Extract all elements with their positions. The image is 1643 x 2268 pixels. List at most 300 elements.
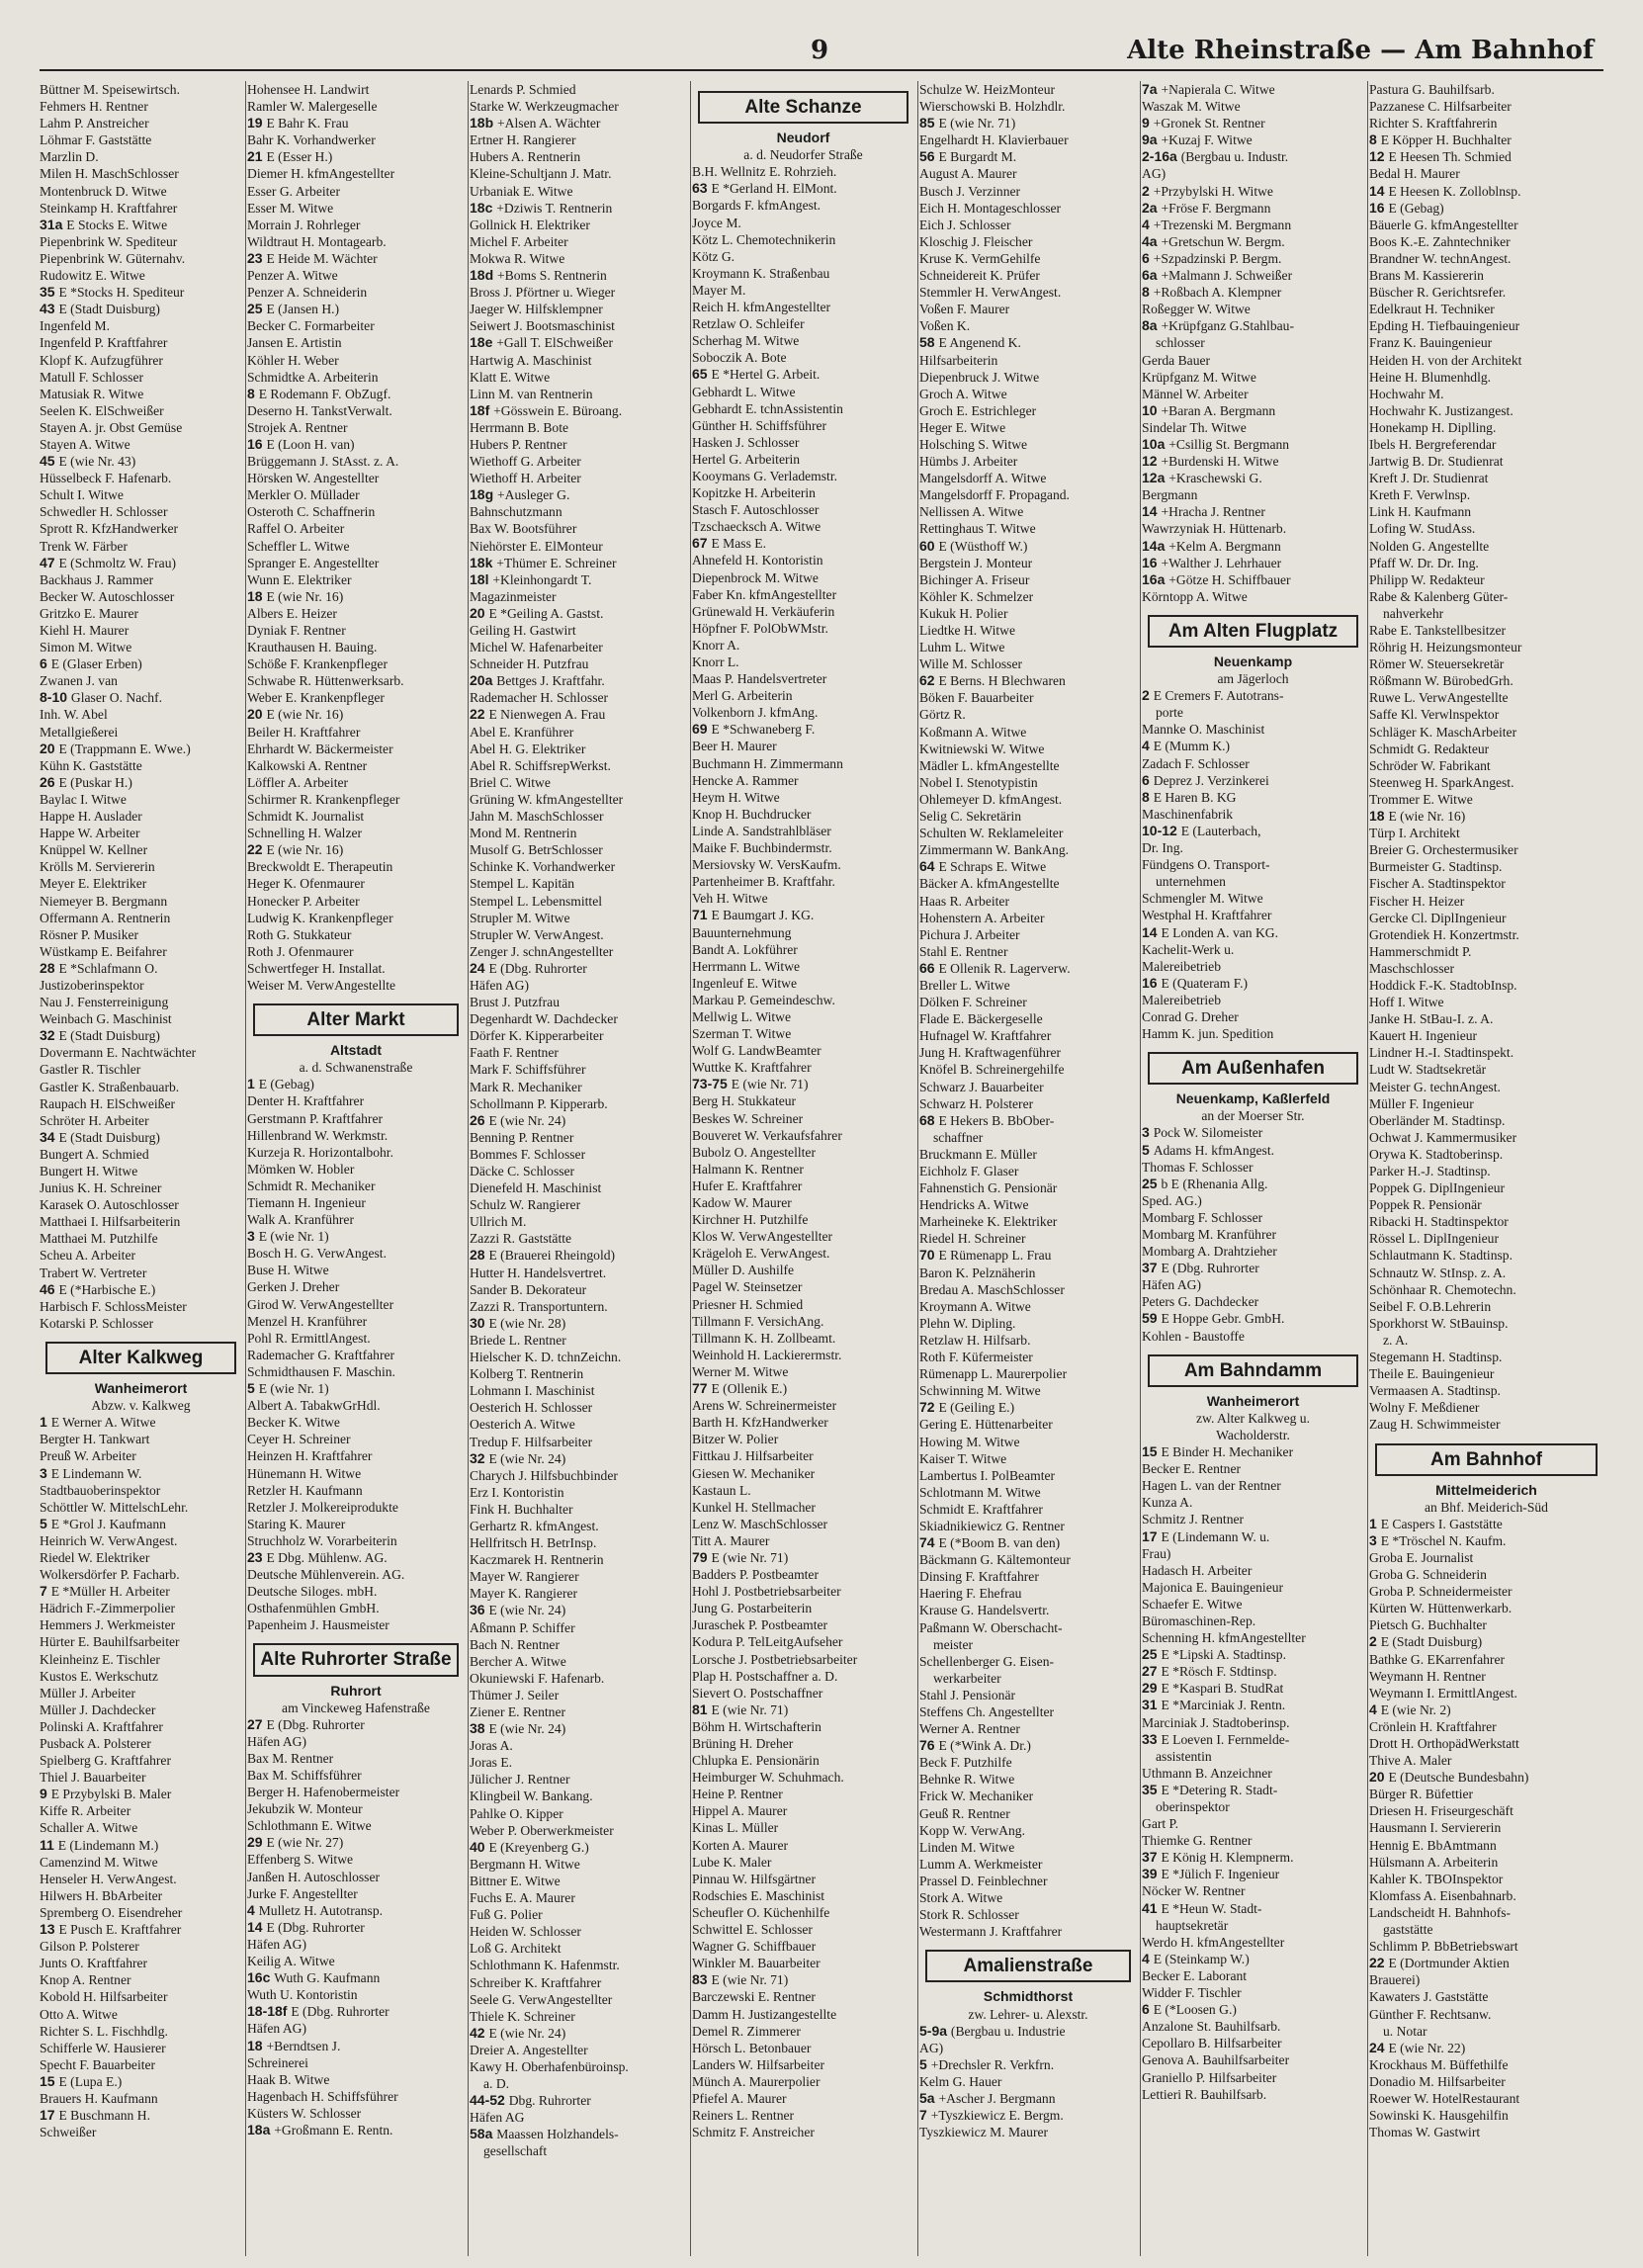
directory-entry: unternehmen — [1156, 874, 1226, 890]
street-heading: Am Bahndamm — [1148, 1354, 1358, 1387]
directory-entry: Osteroth C. Schaffnerin — [247, 504, 376, 520]
directory-entry: 28 E *Schlafmann O. — [40, 959, 158, 976]
house-number: 14 — [247, 1918, 267, 1935]
district-heading: Ruhrort — [330, 1682, 382, 1699]
directory-entry: 4 Mulletz H. Autotransp. — [247, 1901, 384, 1918]
directory-entry: 3 E Lindemann W. — [40, 1464, 142, 1481]
directory-entry: Hümbs J. Arbeiter — [919, 454, 1018, 470]
directory-entry: Anzalone St. Bauhilfsarb. — [1142, 2019, 1281, 2035]
directory-entry: Knorr L. — [692, 654, 739, 669]
directory-entry: Frick W. Mechaniker — [919, 1788, 1034, 1804]
directory-entry: Soboczik A. Bote — [692, 350, 787, 366]
directory-entry: Herrmann L. Witwe — [692, 958, 801, 974]
location-note: an der Moerser Str. — [1201, 1108, 1305, 1124]
directory-entry: Seelen K. ElSchweißer — [40, 402, 164, 418]
directory-entry: Marciniak J. Stadtoberinsp. — [1142, 1714, 1290, 1730]
directory-entry: Effenberg S. Witwe — [247, 1852, 354, 1868]
directory-entry: Esser G. Arbeiter — [247, 183, 340, 199]
directory-entry: Keilig A. Witwe — [247, 1954, 335, 1969]
house-number: 3 — [40, 1464, 51, 1481]
directory-entry: 8 +Roßbach A. Klempner — [1142, 284, 1282, 301]
directory-entry: Krauthausen H. Bauing. — [247, 640, 378, 655]
directory-entry: Thiemke G. Rentner — [1142, 1833, 1253, 1849]
directory-entry: 35 E *Detering R. Stadt- — [1142, 1781, 1278, 1797]
directory-entry: Breckwoldt E. Therapeutin — [247, 859, 393, 875]
directory-entry: Kawy H. Oberhafenbüroinsp. — [470, 2058, 629, 2074]
directory-entry: Loß G. Architekt — [470, 1941, 562, 1957]
directory-entry: Kelm G. Hauer — [919, 2073, 1002, 2089]
directory-entry: Türp I. Architekt — [1369, 826, 1460, 841]
directory-entry: Wunn E. Elektriker — [247, 571, 352, 587]
directory-entry: 20 E (Deutsche Bundesbahn) — [1369, 1769, 1529, 1786]
directory-entry: Metallgießerei — [40, 724, 119, 740]
directory-entry: Bathke G. EKarrenfahrer — [1369, 1651, 1505, 1667]
directory-entry: 45 E (wie Nr. 43) — [40, 453, 136, 470]
directory-entry: Zaug H. Schwimmeister — [1369, 1417, 1501, 1433]
directory-entry: Denter H. Kraftfahrer — [247, 1093, 365, 1109]
directory-entry: Bürger R. Büfettier — [1369, 1787, 1474, 1802]
directory-entry: Backhaus J. Rammer — [40, 571, 154, 587]
house-number: 76 — [919, 1737, 939, 1754]
directory-entry: Knöfel B. Schreinergehilfe — [919, 1062, 1065, 1078]
house-number: 16 — [1142, 974, 1162, 991]
directory-entry: Hertel G. Arbeiterin — [692, 451, 801, 467]
directory-entry: Tillmann K. H. Zollbeamt. — [692, 1330, 836, 1346]
house-number: 77 — [692, 1380, 712, 1397]
directory-entry: 21 E (Esser H.) — [247, 148, 333, 165]
house-number: 69 — [692, 721, 712, 738]
directory-entry: Karasek O. Autoschlosser — [40, 1197, 179, 1213]
directory-entry: Tiemann H. Ingenieur — [247, 1195, 366, 1210]
location-note: Abzw. v. Kalkweg — [91, 1398, 191, 1414]
directory-entry: Honekamp H. Diplling. — [1369, 419, 1497, 435]
directory-entry: Büromaschinen-Rep. — [1142, 1613, 1256, 1628]
directory-entry: Penzer A. Schneiderin — [247, 285, 368, 301]
directory-entry: Mombarg A. Drahtzieher — [1142, 1244, 1277, 1260]
directory-entry: Heinrich W. VerwAngest. — [40, 1532, 178, 1548]
directory-entry: Stahl J. Pensionär — [919, 1687, 1016, 1702]
directory-entry: Müller J. Arbeiter — [40, 1685, 136, 1701]
directory-entry: Klingbeil W. Bankang. — [470, 1788, 593, 1804]
directory-entry: 83 E (wie Nr. 71) — [692, 1971, 789, 1988]
directory-entry: Groba G. Schneiderin — [1369, 1567, 1487, 1583]
directory-entry: 29 E *Kaspari B. StudRat — [1142, 1680, 1284, 1697]
house-number: 18c — [470, 199, 497, 216]
directory-entry: Strupler W. VerwAngest. — [470, 926, 604, 942]
directory-entry: Scheu A. Arbeiter — [40, 1248, 136, 1264]
directory-entry: Ruwe L. VerwAngestellte — [1369, 690, 1509, 706]
directory-entry: Lorsche J. Postbetriebsarbeiter — [692, 1651, 858, 1667]
directory-entry: Groba P. Schneidermeister — [1369, 1584, 1513, 1600]
directory-entry: Wierschowski B. Holzhdlr. — [919, 99, 1066, 115]
directory-entry: Demel R. Zimmerer — [692, 2023, 801, 2039]
directory-entry: Groch E. Estrichleger — [919, 402, 1037, 418]
directory-entry: Mayer W. Rangierer — [470, 1569, 579, 1585]
directory-entry: nahverkehr — [1383, 605, 1444, 621]
house-number: 4 — [1142, 1950, 1154, 1966]
directory-entry: 68 E Hekers B. BbOber- — [919, 1111, 1055, 1128]
directory-entry: Ludwig K. Krankenpfleger — [247, 910, 393, 925]
house-number: 4 — [1142, 738, 1154, 754]
directory-entry: 26 E (wie Nr. 24) — [470, 1111, 566, 1128]
directory-entry: 6 E (*Loosen G.) — [1142, 2001, 1237, 2018]
directory-entry: Bauunternehmung — [692, 924, 792, 940]
directory-entry: Hutter H. Handelsvertret. — [470, 1265, 607, 1280]
directory-entry: Kopitzke H. Arbeiterin — [692, 485, 816, 501]
directory-entry: Lube K. Maler — [692, 1854, 772, 1870]
directory-entry: Schmitz J. Rentner — [1142, 1512, 1245, 1527]
directory-entry: Trenk W. Färber — [40, 538, 128, 554]
location-note: zw. Alter Kalkweg u. — [1195, 1410, 1310, 1426]
directory-entry: Raupach H. ElSchweißer — [40, 1095, 176, 1111]
directory-entry: 17 E Buschmann H. — [40, 2107, 150, 2124]
directory-entry: 64 E Schraps E. Witwe — [919, 858, 1047, 875]
directory-entry: 4 E (wie Nr. 2) — [1369, 1701, 1451, 1717]
house-number: 5 — [919, 2055, 931, 2072]
house-number: 72 — [919, 1399, 939, 1416]
directory-entry: 66 E Ollenik R. Lagerverw. — [919, 959, 1071, 976]
directory-entry: Schröter H. Arbeiter — [40, 1112, 149, 1128]
house-number: 6 — [1142, 249, 1154, 266]
directory-entry: Kachelit-Werk u. — [1142, 941, 1235, 957]
directory-entry: 17 E (Lindemann W. u. — [1142, 1527, 1270, 1544]
directory-entry: 33 E Loeven I. Fernmelde- — [1142, 1730, 1290, 1747]
directory-entry: 10a +Csillig St. Bergmann — [1142, 435, 1290, 452]
directory-entry: 44-52 Dbg. Ruhrorter — [470, 2092, 591, 2109]
directory-entry: Günther H. Schiffsführer — [692, 417, 827, 433]
directory-entry: Orywa K. Stadtoberinsp. — [1369, 1146, 1504, 1162]
directory-entry: 20 E (wie Nr. 16) — [247, 706, 344, 723]
directory-entry: 16 E (Gebag) — [1369, 199, 1444, 216]
directory-entry: Krüpfganz M. Witwe — [1142, 369, 1256, 385]
page-number: 9 — [811, 36, 829, 65]
house-number: 16c — [247, 1969, 275, 1986]
directory-entry: Scherhag M. Witwe — [692, 333, 800, 349]
district-heading: Neudorf — [776, 130, 830, 146]
directory-entry: 18-18f E (Dbg. Ruhrorter — [247, 2003, 389, 2020]
directory-entry: Hoddick F.-K. StadtobInsp. — [1369, 977, 1517, 993]
directory-entry: Szerman T. Witwe — [692, 1026, 792, 1042]
directory-entry: 2a +Fröse F. Bergmann — [1142, 199, 1271, 216]
directory-entry: Girod W. VerwAngestellter — [247, 1296, 394, 1312]
house-number: 13 — [40, 1921, 59, 1938]
directory-entry: Jung H. Kraftwagenführer — [919, 1045, 1062, 1061]
directory-entry: Sporkhorst W. StBauinsp. — [1369, 1315, 1509, 1331]
street-heading: Amalienstraße — [925, 1950, 1131, 1982]
directory-entry: 4a +Gretschun W. Bergm. — [1142, 232, 1285, 249]
directory-entry: 27 E *Rösch F. Stdtinsp. — [1142, 1663, 1277, 1680]
directory-entry: 65 E *Hertel G. Arbeit. — [692, 366, 821, 383]
directory-entry: Kustos E. Werkschutz — [40, 1668, 158, 1684]
directory-entry: Mangelsdorff F. Propagand. — [919, 487, 1070, 503]
directory-entry: Wawrzyniak H. Hüttenarb. — [1142, 521, 1287, 537]
directory-entry: Schmidt G. Redakteur — [1369, 741, 1490, 756]
directory-entry: Mädler L. kfmAngestellte — [919, 757, 1060, 773]
directory-entry: Westphal H. Kraftfahrer — [1142, 908, 1272, 923]
directory-entry: Retzlaw H. Hilfsarb. — [919, 1332, 1031, 1348]
directory-entry: 60 E (Wüsthoff W.) — [919, 537, 1028, 554]
directory-entry: Weymann H. Rentner — [1369, 1668, 1486, 1684]
house-number: 70 — [919, 1247, 939, 1264]
directory-entry: Mömken W. Hobler — [247, 1161, 355, 1177]
location-note: am Vinckeweg Hafenstraße — [282, 1700, 430, 1715]
directory-entry: 1 E Caspers I. Gaststätte — [1369, 1515, 1503, 1531]
house-number: 40 — [470, 1838, 489, 1855]
directory-entry: Ehrhardt W. Bäckermeister — [247, 741, 393, 756]
directory-entry: Lofing W. StudAss. — [1369, 521, 1476, 537]
directory-entry: Esser M. Witwe — [247, 200, 334, 216]
directory-entry: Deutsche Mühlenverein. AG. — [247, 1567, 405, 1583]
directory-entry: Hausmann I. Serviererin — [1369, 1820, 1502, 1836]
directory-entry: Uthmann B. Anzeichner — [1142, 1765, 1272, 1781]
directory-entry: Hochwahr K. Justizangest. — [1369, 402, 1513, 418]
house-number: 74 — [919, 1534, 939, 1551]
directory-entry: Schmidt E. Kraftfahrer — [919, 1501, 1043, 1517]
house-number: 85 — [919, 115, 939, 131]
directory-entry: Schellenberger G. Eisen- — [919, 1653, 1055, 1669]
directory-entry: Charych J. Hilfsbuchbinder — [470, 1467, 618, 1483]
directory-entry: Bergstein J. Monteur — [919, 555, 1033, 570]
directory-entry: Poppek R. Pensionär — [1369, 1197, 1482, 1213]
directory-entry: Matull F. Schlosser — [40, 369, 144, 385]
street-heading: Am Alten Flugplatz — [1148, 615, 1358, 648]
directory-entry: Crönlein H. Kraftfahrer — [1369, 1718, 1497, 1734]
directory-entry: Damm H. Justizangestellte — [692, 2006, 837, 2022]
directory-entry: Tredup F. Hilfsarbeiter — [470, 1434, 593, 1449]
directory-entry: Lindner H.-I. Stadtinspekt. — [1369, 1045, 1514, 1061]
directory-entry: Mond M. Rentnerin — [470, 826, 577, 841]
directory-entry: 59 E Hoppe Gebr. GmbH. — [1142, 1310, 1285, 1327]
directory-entry: 18f +Gösswein E. Büroang. — [470, 401, 623, 418]
directory-entry: 5 E (wie Nr. 1) — [247, 1380, 329, 1397]
directory-entry: Polinski A. Kraftfahrer — [40, 1718, 163, 1734]
directory-entry: Kroymann A. Witwe — [919, 1298, 1031, 1314]
directory-entry: Grotendiek H. Konzertmstr. — [1369, 926, 1519, 942]
directory-entry: Geuß R. Rentner — [919, 1805, 1010, 1821]
house-number: 35 — [40, 284, 59, 301]
directory-entry: 24 E (wie Nr. 22) — [1369, 2039, 1466, 2055]
directory-entry: 16 +Walther J. Lehrhauer — [1142, 554, 1282, 570]
house-number: 56 — [919, 148, 939, 165]
directory-entry: Gebhardt L. Witwe — [692, 384, 796, 399]
directory-entry: 15 E (Lupa E.) — [40, 2072, 123, 2089]
house-number: 17 — [40, 2107, 59, 2124]
directory-entry: 18e +Gall T. ElSchweißer — [470, 334, 614, 351]
directory-entry: Heine P. Rentner — [692, 1787, 783, 1802]
directory-entry: Franz K. Bauingenieur — [1369, 335, 1493, 351]
directory-entry: Bitzer W. Polier — [692, 1432, 779, 1447]
directory-entry: Wolny F. Meßdiener — [1369, 1400, 1480, 1416]
house-number: 23 — [247, 249, 267, 266]
directory-entry: Schwinning M. Witwe — [919, 1383, 1041, 1399]
directory-entry: Gebhardt E. tchnAssistentin — [692, 400, 843, 416]
directory-entry: 8a +Krüpfganz G.Stahlbau- — [1142, 317, 1294, 334]
directory-entry: 76 E (*Wink A. Dr.) — [919, 1737, 1031, 1754]
directory-entry: Abel H. G. Elektriker — [470, 741, 586, 756]
directory-entry: Kruse K. VermGehilfe — [919, 250, 1041, 266]
directory-entry: Werdo H. kfmAngestellter — [1142, 1934, 1285, 1950]
house-number: 20a — [470, 672, 497, 689]
district-heading: Schmidthorst — [983, 1988, 1074, 2005]
directory-entry: Schmidt K. Journalist — [247, 809, 365, 825]
directory-entry: 32 E (wie Nr. 24) — [470, 1449, 566, 1466]
column-1 — [40, 81, 242, 2256]
house-number: 20 — [1369, 1769, 1389, 1786]
house-number: 18k — [470, 554, 497, 570]
directory-entry: Luhm L. Witwe — [919, 640, 1005, 655]
house-number: 32 — [470, 1449, 489, 1466]
directory-entry: 31a E Stocks E. Witwe — [40, 216, 168, 232]
directory-entry: Gart P. — [1142, 1816, 1179, 1832]
directory-entry: Häfen AG — [470, 2110, 525, 2126]
directory-entry: Giesen W. Mechaniker — [692, 1465, 816, 1481]
directory-entry: Plap H. Postschaffner a. D. — [692, 1668, 838, 1684]
directory-entry: Bross J. Pförtner u. Wieger — [470, 285, 616, 301]
directory-entry: Ullrich M. — [470, 1214, 527, 1230]
directory-entry: Jurke F. Angestellter — [247, 1885, 358, 1901]
directory-entry: Becker E. Rentner — [1142, 1461, 1242, 1477]
directory-entry: 8 E Köpper H. Buchhalter — [1369, 131, 1512, 148]
directory-entry: 28 E (Brauerei Rheingold) — [470, 1247, 616, 1264]
directory-entry: Pichura J. Arbeiter — [919, 926, 1020, 942]
directory-entry: 8 E Rodemann F. ObZugf. — [247, 385, 391, 401]
directory-entry: Berger H. Hafenobermeister — [247, 1785, 400, 1800]
directory-entry: Raffel O. Arbeiter — [247, 521, 345, 537]
house-number: 15 — [1142, 1443, 1162, 1460]
directory-entry: Roth G. Stukkateur — [247, 926, 352, 942]
directory-entry: Diemer H. kfmAngestellter — [247, 166, 395, 182]
directory-entry: Abel R. SchiffsrepWerkst. — [470, 757, 611, 773]
directory-entry: Klatt E. Witwe — [470, 369, 551, 385]
directory-entry: Rabe E. Tankstellbesitzer — [1369, 623, 1507, 638]
directory-entry: Frau) — [1142, 1545, 1171, 1561]
directory-entry: Krause G. Handelsvertr. — [919, 1603, 1050, 1618]
directory-entry: Becker E. Laborant — [1142, 1967, 1248, 1983]
directory-entry: Stemmler H. VerwAngest. — [919, 285, 1062, 301]
directory-entry: Veh H. Witwe — [692, 891, 768, 907]
street-heading: Alte Schanze — [698, 91, 908, 124]
directory-entry: Kauert H. Ingenieur — [1369, 1028, 1478, 1044]
house-number: 5a — [919, 2089, 939, 2106]
house-number: 8 — [247, 385, 259, 401]
house-number: 43 — [40, 301, 59, 317]
directory-entry: 2-16a (Bergbau u. Industr. — [1142, 148, 1289, 165]
column-divider — [245, 81, 246, 2256]
directory-entry: Roth F. Küfermeister — [919, 1350, 1033, 1365]
directory-entry: Landers W. Hilfsarbeiter — [692, 2056, 825, 2072]
district-heading: Mittelmeiderich — [1435, 1481, 1537, 1498]
directory-entry: 22 E Nienwegen A. Frau — [470, 706, 606, 723]
directory-entry: Mellwig L. Witwe — [692, 1008, 792, 1024]
directory-entry: Ochwat J. Kammermusiker — [1369, 1129, 1517, 1145]
house-number: 18l — [470, 570, 493, 587]
house-number: 7a — [1142, 81, 1162, 97]
directory-entry: Roßegger W. Witwe — [1142, 302, 1251, 317]
directory-entry: Geiling H. Gastwirt — [470, 623, 576, 638]
house-number: 4a — [1142, 232, 1162, 249]
house-number: 65 — [692, 366, 712, 383]
directory-entry: Wolf G. LandwBeamter — [692, 1043, 822, 1059]
house-number: 10a — [1142, 435, 1169, 452]
directory-entry: Hagenbach H. Schiffsführer — [247, 2088, 398, 2104]
directory-entry: Berg H. Stukkateur — [692, 1093, 797, 1109]
directory-entry: Schöße F. Krankenpfleger — [247, 656, 388, 672]
directory-entry: 20 E (Trappmann E. Wwe.) — [40, 740, 191, 756]
directory-entry: 79 E (wie Nr. 71) — [692, 1548, 789, 1565]
directory-entry: Weymann I. ErmittlAngest. — [1369, 1685, 1517, 1701]
house-number: 6 — [1142, 771, 1154, 788]
directory-entry: Strojek A. Rentner — [247, 419, 348, 435]
house-number: 15 — [40, 2072, 59, 2089]
directory-entry: 9 E Przybylski B. Maler — [40, 1786, 172, 1802]
directory-entry: Fuß G. Polier — [470, 1907, 543, 1923]
directory-entry: 25 E (Jansen H.) — [247, 301, 340, 317]
directory-entry: Gerhartz R. kfmAngest. — [470, 1518, 599, 1533]
directory-entry: Volkenborn J. kfmAng. — [692, 705, 819, 721]
house-number: 7 — [919, 2107, 931, 2124]
directory-entry: Mersiovsky W. VersKaufm. — [692, 857, 841, 873]
directory-entry: Camenzind M. Witwe — [40, 1854, 158, 1870]
house-number: 18-18f — [247, 2003, 292, 2020]
directory-entry: 25 b E (Rhenania Allg. — [1142, 1175, 1268, 1191]
directory-entry: Schnautz W. StInsp. z. A. — [1369, 1265, 1507, 1280]
directory-entry: Lumm A. Werkmeister — [919, 1856, 1043, 1872]
directory-entry: Conrad G. Dreher — [1142, 1008, 1239, 1024]
directory-entry: 16 E (Quateram F.) — [1142, 974, 1249, 991]
directory-entry: Mark R. Mechaniker — [470, 1079, 582, 1094]
directory-entry: Hürter E. Bauhilfsarbeiter — [40, 1634, 180, 1650]
directory-entry: 23 E Dbg. Mühlenw. AG. — [247, 1548, 388, 1565]
directory-entry: Görtz R. — [919, 707, 966, 723]
directory-entry: Reich H. kfmAngestellter — [692, 300, 831, 315]
directory-entry: Barczewski E. Rentner — [692, 1989, 816, 2005]
directory-entry: Kotarski P. Schlosser — [40, 1315, 154, 1331]
directory-entry: Kinas L. Müller — [692, 1820, 779, 1836]
directory-entry: Kalkowski A. Rentner — [247, 757, 368, 773]
directory-entry: Schifferle W. Hausierer — [40, 2040, 166, 2055]
directory-entry: Deutsche Siloges. mbH. — [247, 1584, 378, 1600]
street-heading: Alter Kalkweg — [45, 1342, 236, 1374]
directory-entry: Rudowitz E. Witwe — [40, 268, 145, 284]
directory-entry: 81 E (wie Nr. 71) — [692, 1701, 789, 1717]
directory-entry: Bungert A. Schmied — [40, 1146, 149, 1162]
house-number: 14 — [1142, 923, 1162, 940]
directory-entry: Paßmann W. Oberschacht- — [919, 1619, 1063, 1635]
directory-entry: 56 E Burgardt M. — [919, 148, 1017, 165]
directory-entry: Thive A. Maler — [1369, 1753, 1452, 1769]
directory-entry: Okuniewski F. Hafenarb. — [470, 1670, 605, 1686]
directory-entry: Voßen K. — [919, 318, 971, 334]
house-number: 79 — [692, 1548, 712, 1565]
directory-entry: Hohensee H. Landwirt — [247, 82, 370, 97]
directory-entry: 2 E (Stadt Duisburg) — [1369, 1633, 1483, 1650]
directory-entry: Ingenfeld P. Kraftfahrer — [40, 335, 168, 351]
directory-entry: Erz I. Kontoristin — [470, 1484, 564, 1500]
directory-entry: Kolberg T. Rentnerin — [470, 1366, 584, 1382]
directory-entry: Joyce M. — [692, 215, 741, 230]
directory-entry: Badders P. Postbeamter — [692, 1567, 819, 1583]
directory-entry: Scheufler O. Küchenhilfe — [692, 1904, 830, 1920]
directory-entry: Junius K. H. Schreiner — [40, 1180, 162, 1196]
directory-entry: Osthafenmühlen GmbH. — [247, 1601, 380, 1616]
house-number: 18f — [470, 401, 494, 418]
directory-entry: Partenheimer B. Kraftfahr. — [692, 874, 835, 890]
directory-entry: AG) — [919, 2040, 944, 2055]
directory-entry: Fischer H. Heizer — [1369, 893, 1465, 909]
directory-entry: Kohlen - Baustoffe — [1142, 1328, 1245, 1344]
directory-entry: 19 E Bahr K. Frau — [247, 115, 349, 131]
house-number: 83 — [692, 1971, 712, 1988]
